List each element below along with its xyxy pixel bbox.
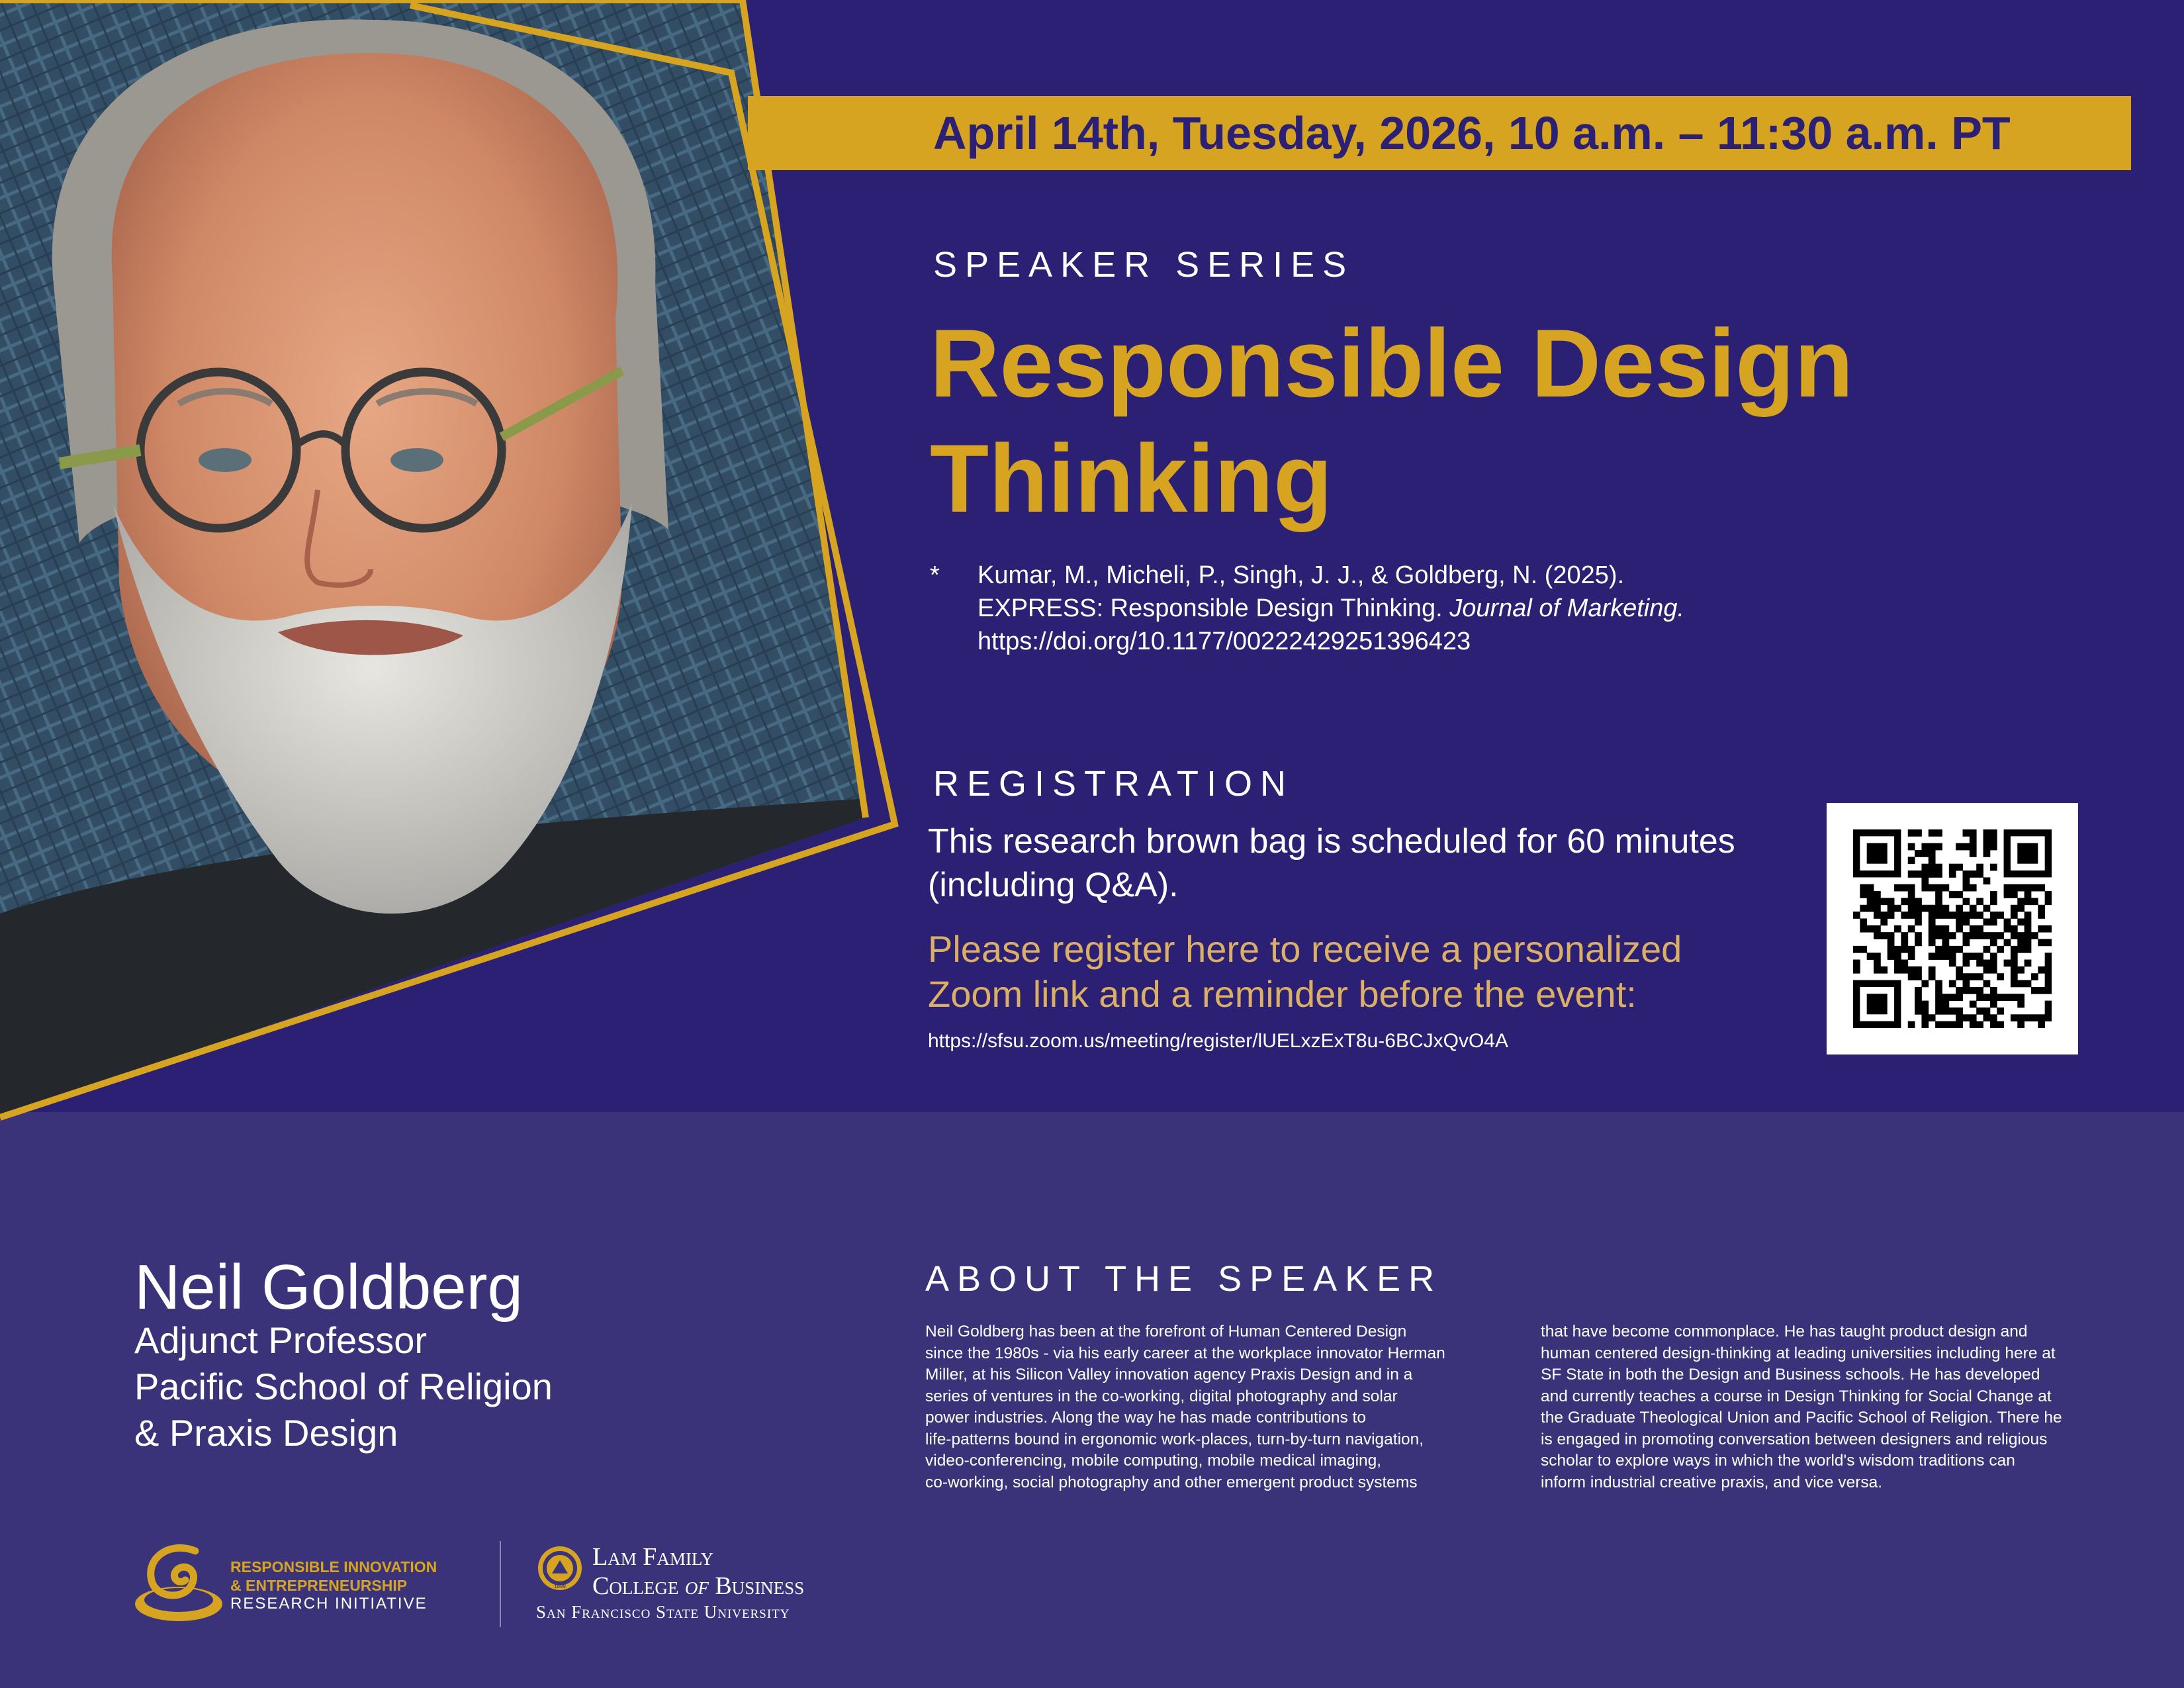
lam-logo-line-2-end: Business [708,1572,805,1600]
lam-college-logo-text [536,1542,804,1623]
bio-column-1 [925,1321,1494,1493]
seal-year: 1899 [554,1583,566,1589]
reference-marker: * [930,561,940,589]
bio-line: inform industrial creative praxis, and vice versa. [1541,1473,1883,1491]
rie-logo-line-1: RESPONSIBLE INNOVATION [230,1558,437,1575]
bio-line: power industries. Along the way he has made contributions to [925,1409,1366,1427]
registration-qr-code[interactable] [1853,829,2052,1028]
lam-logo-line-2 [536,1571,804,1601]
registration-heading: REGISTRATION [933,764,1295,804]
reference-article [978,592,1838,625]
reference-journal: Journal of Marketing. [1449,594,1685,622]
bio-line: co-working, social photography and other emergent product systems [925,1473,1418,1491]
speaker-role-title: Adjunct Professor [134,1319,427,1361]
speaker-name: Neil Goldberg [134,1252,523,1323]
rie-logo-line-2: & ENTREPRENEURSHIP [230,1577,408,1594]
bio-line: series of ventures in the co-working, digital photography and solar [925,1387,1398,1405]
lam-logo-line-3: San Francisco State University [536,1602,790,1622]
logo-divider [500,1541,501,1627]
speaker-affiliation-2: & Praxis Design [134,1412,398,1454]
rie-logo-text [230,1558,437,1613]
registration-link[interactable]: https://sfsu.zoom.us/meeting/register/lUELxzExT8u-6BCJxQvO4A [928,1030,1508,1052]
rie-logo-icon [132,1539,225,1625]
registration-cta: Please register here to receive a personalized Zoom link and a reminder before the event: [928,928,1682,1015]
speaker-photo [0,0,927,1165]
bio-line: since the 1980s - via his early career at the workplace innovator Herman [925,1344,1445,1362]
bio-line: human centered design-thinking at leading universities including here at [1541,1344,2056,1362]
lam-logo-line-1: Lam Family [592,1543,714,1571]
bio-line: that have become commonplace. He has taught product design and [1541,1323,2028,1340]
rie-logo-line-3: RESEARCH INITIATIVE [230,1595,428,1613]
registration-text: This research brown bag is scheduled for 60 minutes (including Q&A). [928,822,1735,904]
bio-line: and currently teaches a course in Design Thinking for Social Change at [1541,1387,2052,1405]
bio-line: video-conferencing, mobile computing, mobile medical imaging, [925,1452,1382,1470]
speaker-affiliation-1: Pacific School of Religion [134,1366,553,1407]
bio-line: is engaged in promoting conversation between designers and religious [1541,1430,2048,1448]
reference-authors: Kumar, M., Micheli, P., Singh, J. J., & Goldberg, N. (2025). [978,561,1625,589]
bio-line: Neil Goldberg has been at the forefront of Human Centered Design [925,1323,1407,1340]
bio-line: the Graduate Theological Union and Pacific School of Religion. There he [1541,1409,2062,1427]
bio-column-2 [1541,1321,2110,1493]
bio-line: SF State in both the Design and Business schools. He has developed [1541,1366,2040,1383]
event-title: Responsible Design Thinking [930,309,1854,532]
bio-line: scholar to explore ways in which the world's wisdom traditions can [1541,1452,2015,1470]
bio-line: Miller, at his Silicon Valley innovation agency Praxis Design and in a [925,1366,1413,1383]
speaker-roles [134,1317,553,1456]
bio-line: life-patterns bound in ergonomic work-places, turn-by-turn navigation, [925,1430,1424,1448]
reference-doi-link[interactable]: https://doi.org/10.1177/00222429251396423 [978,628,1471,655]
reference-article-title: EXPRESS: Responsible Design Thinking. [978,594,1450,622]
lam-logo-line-2-of: of [684,1572,709,1600]
series-label: SPEAKER SERIES [933,245,1355,285]
event-date-time: April 14th, Tuesday, 2026, 10 a.m. – 11:30 a.m. PT [933,107,2011,159]
about-heading: ABOUT THE SPEAKER [925,1259,1443,1299]
lam-logo-line-2-start: College [592,1572,685,1600]
